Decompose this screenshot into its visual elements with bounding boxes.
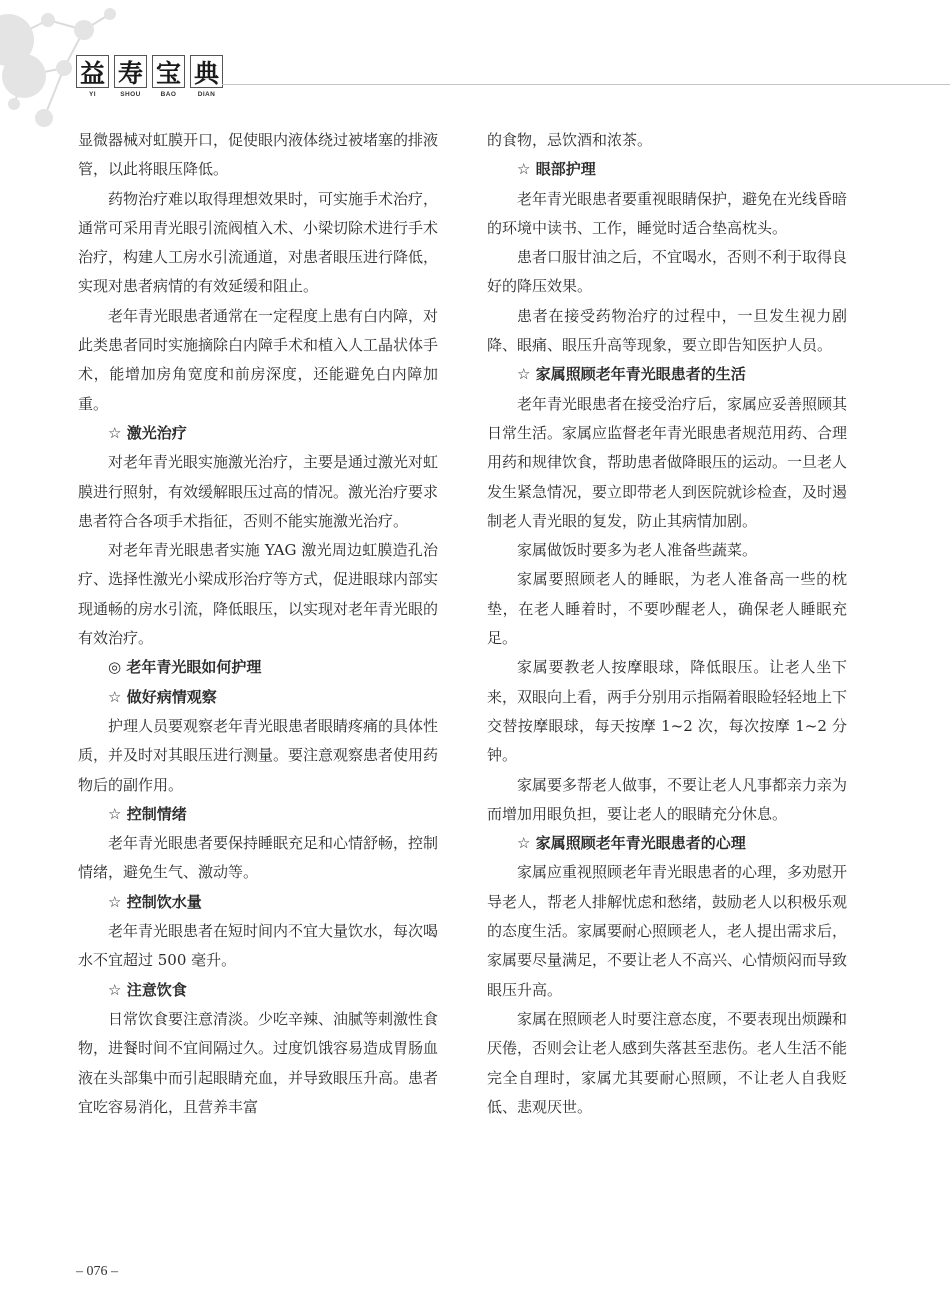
paragraph: 护理人员要观察老年青光眼患者眼睛疼痛的具体性质，并及时对其眼压进行测量。要注意观察患者使用药物后的副作用。 xyxy=(78,716,439,794)
section-heading xyxy=(78,653,438,682)
masthead-title xyxy=(76,55,223,88)
pinyin-label: YI xyxy=(89,91,96,98)
masthead-char: 寿 xyxy=(114,55,147,88)
section-heading-text: 眼部护理 xyxy=(535,160,596,179)
paragraph: 家属在照顾老人时要注意态度，不要表现出烦躁和厌倦，否则会让老人感到失落甚至悲伤。老人生活不能完全自理时，家属尤其要耐心照顾，不让老人自我贬低、悲观厌世。 xyxy=(487,1009,848,1116)
masthead-char: 典 xyxy=(190,55,223,88)
masthead-pinyin xyxy=(76,91,223,98)
section-heading-text: 老年青光眼如何护理 xyxy=(126,658,262,677)
star-bullet-icon: ☆ xyxy=(517,365,531,384)
section-heading xyxy=(487,360,847,389)
section-heading xyxy=(78,800,438,829)
page-number: – 076 – xyxy=(76,1264,118,1279)
paragraph: 日常饮食要注意清淡。少吃辛辣、油腻等刺激性食物，进餐时间不宜间隔过久。过度饥饿容易造成胃肠血液在头部集中而引起眼睛充血，并导致眼压升高。患者宜吃容易消化，且营养丰富 xyxy=(78,1009,439,1116)
pinyin-label: SHOU xyxy=(120,91,141,98)
section-heading xyxy=(78,888,438,917)
masthead-char: 宝 xyxy=(152,55,185,88)
star-bullet-icon: ☆ xyxy=(108,980,122,999)
left-column xyxy=(78,126,438,1122)
star-bullet-icon: ☆ xyxy=(108,804,122,823)
header-rule xyxy=(222,84,950,85)
section-heading xyxy=(487,155,847,184)
star-bullet-icon: ☆ xyxy=(108,423,122,442)
masthead xyxy=(76,55,223,98)
section-heading-text: 家属照顾老年青光眼患者的生活 xyxy=(535,365,746,384)
paragraph: 老年青光眼患者要重视眼睛保护，避免在光线昏暗的环境中读书、工作，睡觉时适合垫高枕头。 xyxy=(487,189,848,237)
paragraph: 老年青光眼患者在短时间内不宜大量饮水，每次喝水不宜超过 500 毫升。 xyxy=(78,922,439,970)
section-heading xyxy=(78,683,438,712)
masthead-char: 益 xyxy=(76,55,109,88)
paragraph: 对老年青光眼患者实施 YAG 激光周边虹膜造孔治疗、选择性激光小梁成形治疗等方式，促进眼球内部实现通畅的房水引流，降低眼压，以实现对老年青光眼的有效治疗。 xyxy=(78,541,439,648)
section-heading-text: 控制情绪 xyxy=(126,804,187,823)
section-heading-text: 家属照顾老年青光眼患者的心理 xyxy=(535,834,746,853)
section-heading-text: 做好病情观察 xyxy=(126,687,217,706)
paragraph: 家属要教老人按摩眼球，降低眼压。让老人坐下来，双眼向上看，两手分别用示指隔着眼睑轻轻地上下交替按摩眼球，每天按摩 1~2 次，每次按摩 1~2 分钟。 xyxy=(487,658,848,765)
star-bullet-icon: ☆ xyxy=(517,160,531,179)
paragraph: 药物治疗难以取得理想效果时，可实施手术治疗，通常可采用青光眼引流阀植入术、小梁切除术进行手术治疗，构建人工房水引流通道，对患者眼压进行降低，实现对患者病情的有效延缓和阻止。 xyxy=(78,189,439,296)
circle-bullet-icon: ◎ xyxy=(108,658,122,677)
paragraph: 家属要多帮老人做事，不要让老人凡事都亲力亲为而增加用眼负担，要让老人的眼睛充分休息。 xyxy=(487,775,848,823)
star-bullet-icon: ☆ xyxy=(108,687,122,706)
paragraph: 患者口服甘油之后，不宜喝水，否则不利于取得良好的降压效果。 xyxy=(487,248,848,296)
pinyin-label: DIAN xyxy=(197,91,216,98)
paragraph: 的食物，忌饮酒和浓茶。 xyxy=(487,131,653,149)
paragraph: 老年青光眼患者要保持睡眠充足和心情舒畅，控制情绪，避免生气、激动等。 xyxy=(78,834,439,882)
paragraph: 老年青光眼患者在接受治疗后，家属应妥善照顾其日常生活。家属应监督老年青光眼患者规范用药、合理用药和规律饮食，帮助患者做降眼压的运动。一旦老人发生紧急情况，要立即带老人到医院就诊检查，及时遏制老人青光眼的复发，防止其病情加剧。 xyxy=(487,394,848,530)
paragraph: 家属要照顾老人的睡眠，为老人准备高一些的枕垫，在老人睡着时，不要吵醒老人，确保老人睡眠充足。 xyxy=(487,570,847,648)
paragraph: 老年青光眼患者通常在一定程度上患有白内障，对此类患者同时实施摘除白内障手术和植入人工晶状体手术，能增加房角宽度和前房深度，还能避免白内障加重。 xyxy=(78,306,439,413)
section-heading-text: 注意饮食 xyxy=(126,980,187,999)
star-bullet-icon: ☆ xyxy=(108,892,122,911)
section-heading-text: 激光治疗 xyxy=(126,423,187,442)
paragraph: 家属应重视照顾老年青光眼患者的心理，多劝慰开导老人，帮老人排解忧虑和愁绪，鼓励老人以积极乐观的态度生活。家属要耐心照顾老人，老人提出需求后，家属要尽量满足，不要让老人不高兴、心情烦闷而导致眼压升高。 xyxy=(487,863,848,999)
section-heading xyxy=(78,419,438,448)
paragraph: 患者在接受药物治疗的过程中，一旦发生视力剧降、眼痛、眼压升高等现象，要立即告知医护人员。 xyxy=(487,306,847,355)
paragraph: 对老年青光眼实施激光治疗，主要是通过激光对虹膜进行照射，有效缓解眼压过高的情况。激光治疗要求患者符合各项手术指征，否则不能实施激光治疗。 xyxy=(78,453,439,530)
paragraph: 家属做饭时要多为老人准备些蔬菜。 xyxy=(517,541,758,560)
section-heading xyxy=(78,976,438,1005)
right-column xyxy=(487,126,847,1122)
pinyin-label: BAO xyxy=(160,91,177,98)
section-heading xyxy=(487,829,847,858)
paragraph: 显微器械对虹膜开口，促使眼内液体绕过被堵塞的排液管，以此将眼压降低。 xyxy=(78,131,439,179)
star-bullet-icon: ☆ xyxy=(517,834,531,853)
section-heading-text: 控制饮水量 xyxy=(126,892,202,911)
